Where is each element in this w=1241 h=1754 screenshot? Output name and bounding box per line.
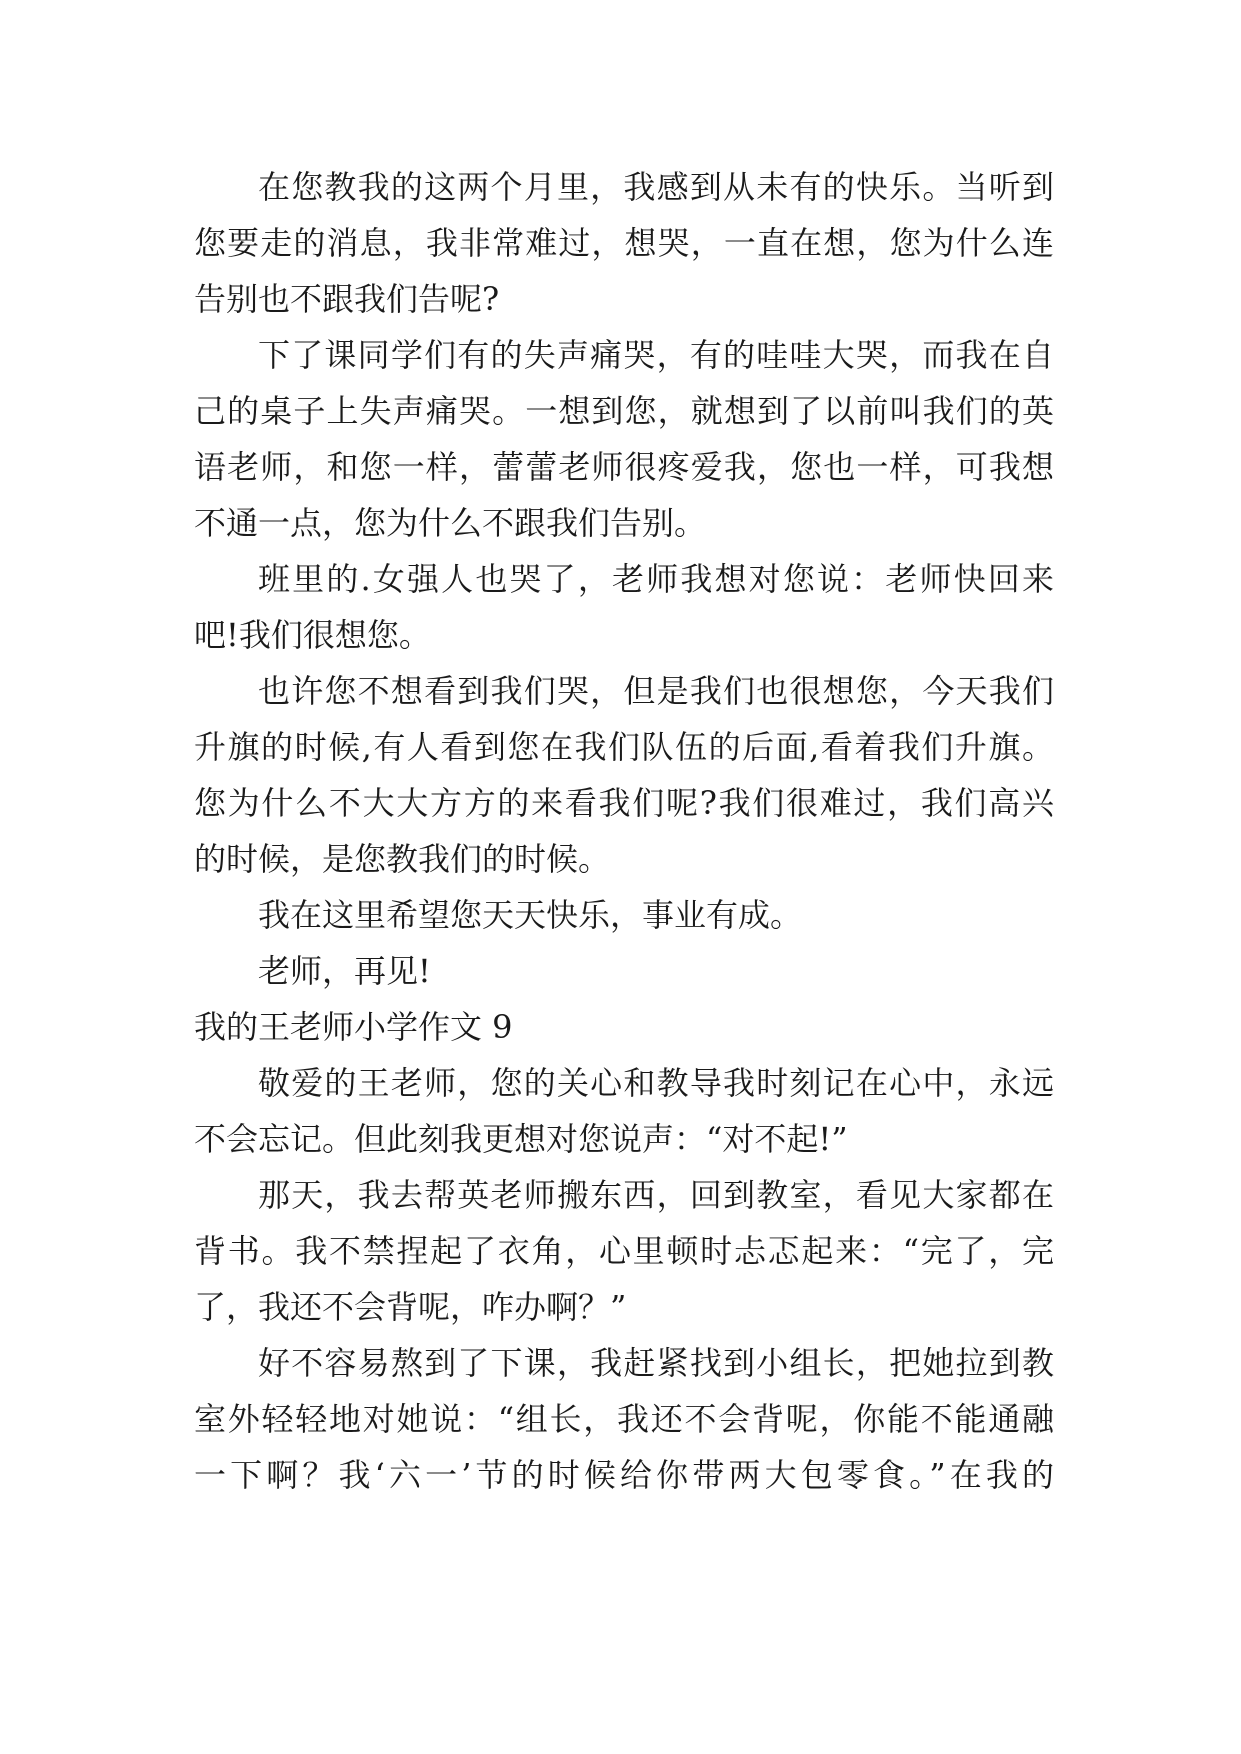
paragraph-line: 好不容易熬到了下课，我赶紧找到小组长，把她拉到教 [258, 1344, 1054, 1382]
paragraph-line: 在您教我的这两个月里，我感到从未有的快乐。当听到 [258, 168, 1054, 206]
paragraph-line: 背书。我不禁捏起了衣角，心里顿时忐忑起来：“完了，完 [194, 1232, 1054, 1270]
paragraph-line: 班里的.女强人也哭了，老师我想对您说：老师快回来 [258, 560, 1054, 598]
paragraph-line: 的时候，是您教我们的时候。 [194, 840, 611, 878]
paragraph-line: 我在这里希望您天天快乐，事业有成。 [258, 896, 803, 934]
paragraph-line: 您要走的消息，我非常难过，想哭，一直在想，您为什么连 [194, 224, 1054, 262]
paragraph-line: 敬爱的王老师，您的关心和教导我时刻记在心中，永远 [258, 1064, 1054, 1102]
paragraph-line: 不通一点，您为什么不跟我们告别。 [194, 504, 707, 542]
paragraph-line: 了，我还不会背呢，咋办啊？” [194, 1288, 627, 1326]
paragraph-line: 升旗的时候,有人看到您在我们队伍的后面,看着我们升旗。 [194, 728, 1054, 766]
paragraph-line: 您为什么不大大方方的来看我们呢?我们很难过，我们高兴 [194, 784, 1054, 822]
paragraph-line: 语老师，和您一样，蕾蕾老师很疼爱我，您也一样，可我想 [194, 448, 1054, 486]
paragraph-line: 那天，我去帮英老师搬东西，回到教室，看见大家都在 [258, 1176, 1054, 1214]
paragraph-line: 老师，再见! [258, 952, 431, 990]
paragraph-line: 室外轻轻地对她说：“组长，我还不会背呢，你能不能通融 [194, 1400, 1054, 1438]
paragraph-line: 吧!我们很想您。 [194, 616, 431, 654]
paragraph-line: 下了课同学们有的失声痛哭，有的哇哇大哭，而我在自 [258, 336, 1054, 374]
paragraph-line: 不会忘记。但此刻我更想对您说声：“对不起!” [194, 1120, 848, 1158]
paragraph-line: 告别也不跟我们告呢? [194, 280, 500, 318]
paragraph-line: 一下啊？我‘六一’节的时候给你带两大包零食。”在我的 [194, 1456, 1054, 1494]
paragraph-line: 己的桌子上失声痛哭。一想到您，就想到了以前叫我们的英 [194, 392, 1054, 430]
paragraph-line: 也许您不想看到我们哭，但是我们也很想您，今天我们 [258, 672, 1054, 710]
section-heading: 我的王老师小学作文 9 [194, 1008, 513, 1046]
